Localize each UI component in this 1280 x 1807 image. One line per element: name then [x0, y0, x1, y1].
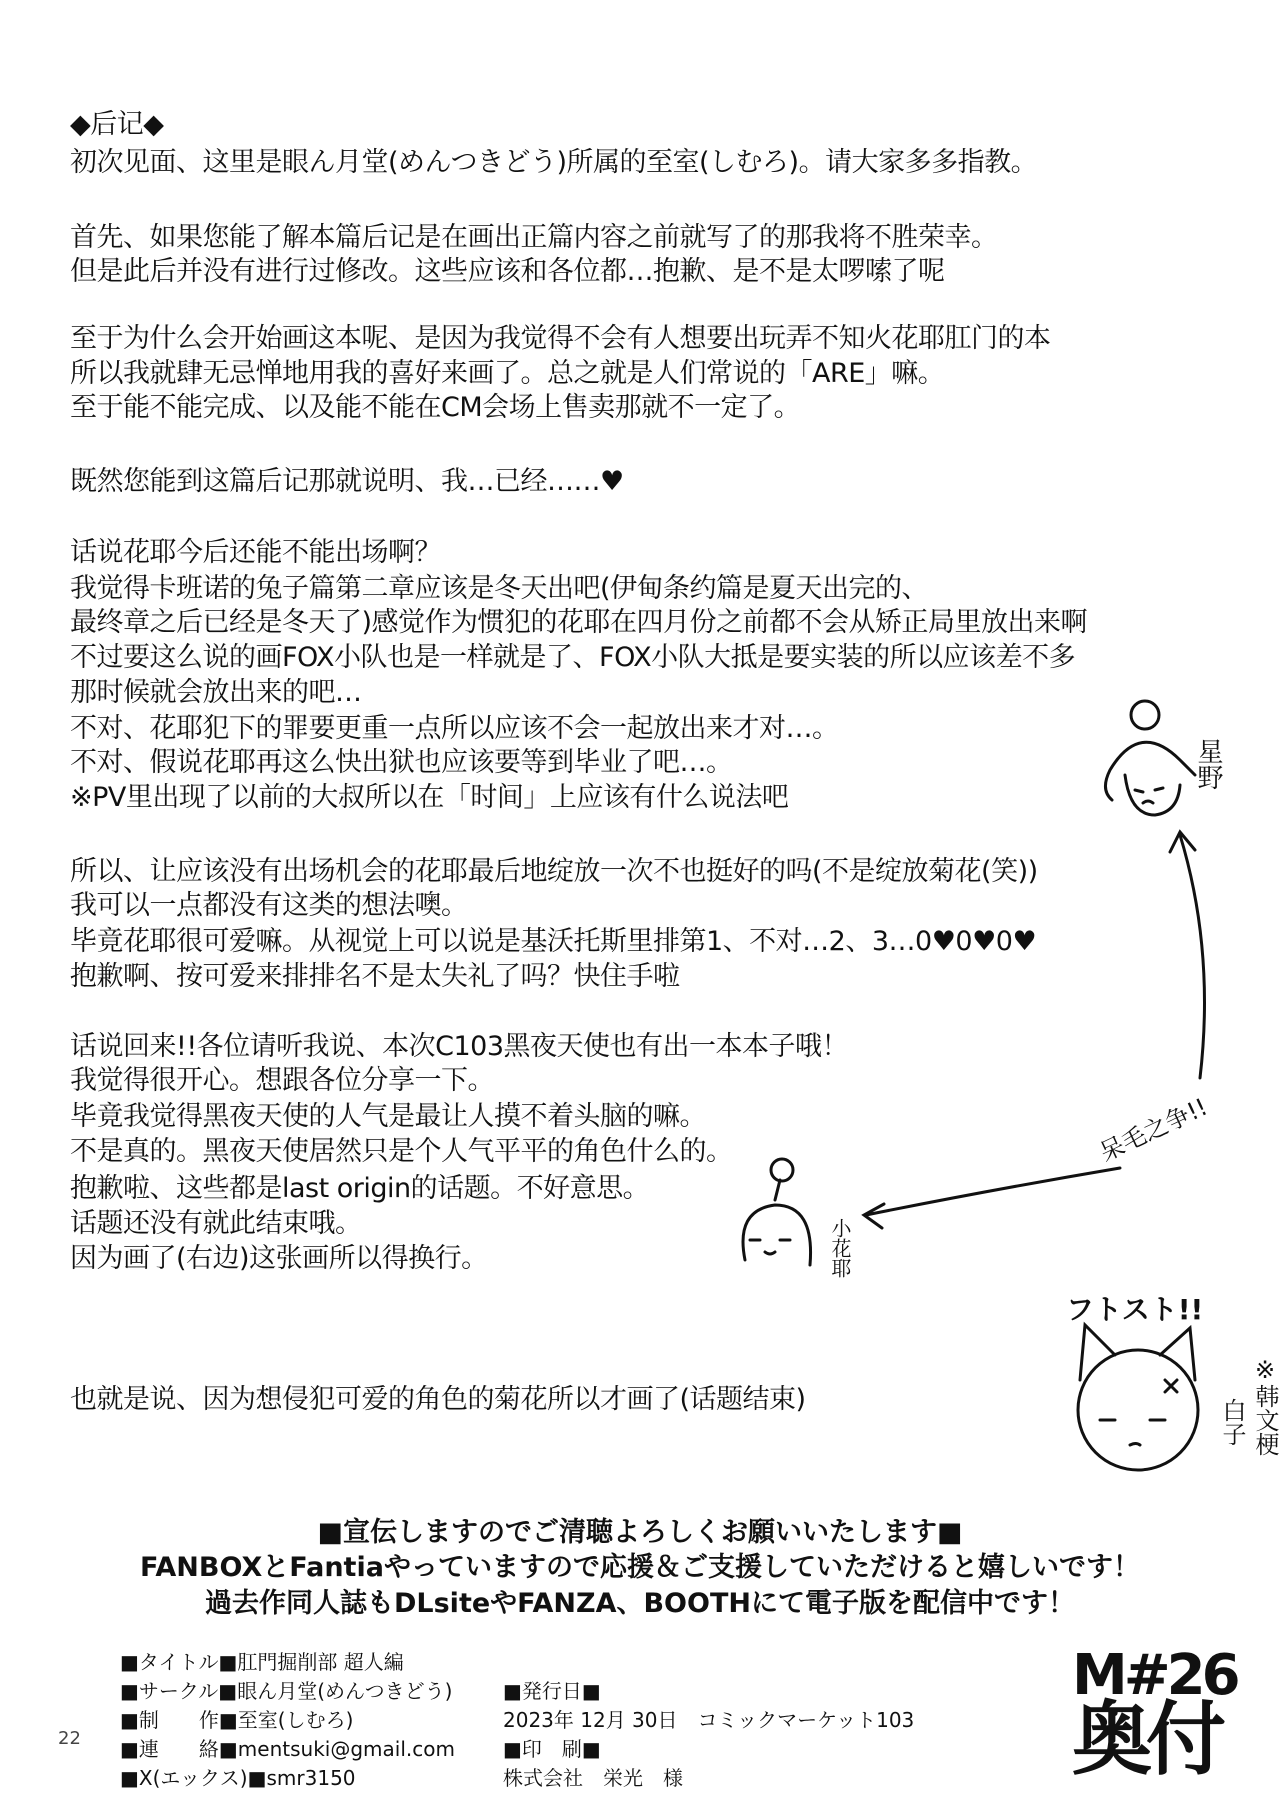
- shiroko-sketch: [1078, 1325, 1198, 1470]
- text-line: 不对、假说花耶再这么快出狱也应该要等到毕业了吧…。: [70, 747, 733, 778]
- text-line: 因为画了(右边)这张画所以得换行。: [70, 1243, 488, 1274]
- text-line: 首先、如果您能了解本篇后记是在画出正篇内容之前就写了的那我将不胜荣幸。: [70, 222, 998, 253]
- promo-line: FANBOXとFantiaやっていますので応援＆ご支援していただけると嬉しいです！: [140, 1552, 1140, 1583]
- colophon-title: ■タイトル■肛門掘削部 超人編: [120, 1650, 404, 1674]
- text-line: 那时候就会放出来的吧…: [70, 677, 362, 708]
- text-line: 最终章之后已经是冬天了)感觉作为惯犯的花耶在四月份之前都不会从矫正局里放出来啊: [70, 607, 1088, 638]
- text-line: 至于为什么会开始画这本呢、是因为我觉得不会有人想要出玩弄不知火花耶肛门的本: [70, 323, 1051, 354]
- shiroko-label: 白子: [1218, 1398, 1246, 1446]
- release-date-heading: ■発行日■: [503, 1679, 601, 1703]
- release-date: 2023年 12月 30日 コミックマーケット103: [503, 1708, 915, 1732]
- shiroko-shout: フトスト!!: [1066, 1293, 1204, 1326]
- colophon-author: ■制 作■至室(しむろ): [120, 1708, 354, 1732]
- ahoge-fight-caption: 呆毛之争!!: [1095, 1092, 1212, 1167]
- text-line: 话说花耶今后还能不能出场啊？: [70, 537, 441, 568]
- afterword-title: ◆后记◆: [70, 109, 164, 140]
- text-line: ※PV里出现了以前的大叔所以在「时间」上应该有什么说法吧: [70, 782, 789, 813]
- printer-heading: ■印 刷■: [503, 1737, 601, 1761]
- text-line: 至于能不能完成、以及能不能在CM会场上售卖那就不一定了。: [70, 392, 801, 423]
- text-line: 抱歉啦、这些都是last origin的话题。不好意思。: [70, 1173, 650, 1204]
- promo-line: 過去作同人誌もDLsiteやFANZA、BOOTHにて電子版を配信中です！: [205, 1588, 1075, 1619]
- text-line: 我可以一点都没有这类的想法噢。: [70, 890, 468, 921]
- issue-badge: M#26: [1072, 1643, 1237, 1708]
- arrow-to-small-hanae: [864, 1168, 1120, 1228]
- text-line: 我觉得卡班诺的兔子篇第二章应该是冬天出吧(伊甸条约篇是夏天出完的、: [70, 573, 929, 604]
- text-line: 不是真的。黑夜天使居然只是个人气平平的角色什么的。: [70, 1136, 733, 1167]
- text-line: 既然您能到这篇后记那就说明、我…已经……♥: [70, 466, 624, 497]
- colophon-contact: ■連 絡■mentsuki@gmail.com: [120, 1737, 455, 1761]
- text-line: 毕竟我觉得黑夜天使的人气是最让人摸不着头脑的嘛。: [70, 1101, 706, 1132]
- text-line: 所以我就肆无忌惮地用我的喜好来画了。总之就是人们常说的「ARE」嘛。: [70, 358, 945, 389]
- text-line: 所以、让应该没有出场机会的花耶最后地绽放一次不也挺好的吗(不是绽放菊花(笑)): [70, 856, 1038, 887]
- promo-line: ■宣伝しますのでご清聴よろしくお願いいたします■: [317, 1517, 963, 1548]
- text-line: 话说回来!!各位请听我说、本次C103黑夜天使也有出一本本子哦！: [70, 1031, 849, 1062]
- text-line: 也就是说、因为想侵犯可爱的角色的菊花所以才画了(话题结束): [70, 1384, 806, 1415]
- page-number: 22: [58, 1728, 81, 1749]
- colophon-x-account: ■X(エックス)■smr3150: [120, 1766, 356, 1790]
- korean-meme-note: ※韩文梗: [1251, 1356, 1279, 1456]
- colophon-badge: 奥付: [1072, 1693, 1220, 1786]
- text-line: 毕竟花耶很可爱嘛。从视觉上可以说是基沃托斯里排第1、不对…2、3…0♥0♥0♥: [70, 926, 1037, 957]
- text-line: 初次见面、这里是眼ん月堂(めんつきどう)所属的至室(しむろ)。请大家多多指教。: [70, 147, 1038, 178]
- colophon-circle: ■サークル■眼ん月堂(めんつきどう): [120, 1679, 453, 1703]
- arrow-to-hoshino: [1170, 832, 1205, 1078]
- text-line: 抱歉啊、按可爱来排排名不是太失礼了吗？快住手啦: [70, 961, 680, 992]
- text-line: 我觉得很开心。想跟各位分享一下。: [70, 1065, 494, 1096]
- text-line: 不过要这么说的画FOX小队也是一样就是了、FOX小队大抵是要实装的所以应该差不多: [70, 642, 1076, 673]
- text-line: 但是此后并没有进行过修改。这些应该和各位都…抱歉、是不是太啰嗦了呢: [70, 256, 945, 287]
- text-line: 不对、花耶犯下的罪要更重一点所以应该不会一起放出来才对…。: [70, 713, 839, 744]
- printer-name: 株式会社 栄光 様: [503, 1766, 683, 1790]
- hoshino-sketch: [1105, 701, 1195, 815]
- small-hanae-label: 小花耶: [828, 1218, 852, 1278]
- small-hanae-sketch: [743, 1159, 811, 1265]
- hoshino-label: 星野: [1193, 738, 1223, 790]
- text-line: 话题还没有就此结束哦。: [70, 1208, 362, 1239]
